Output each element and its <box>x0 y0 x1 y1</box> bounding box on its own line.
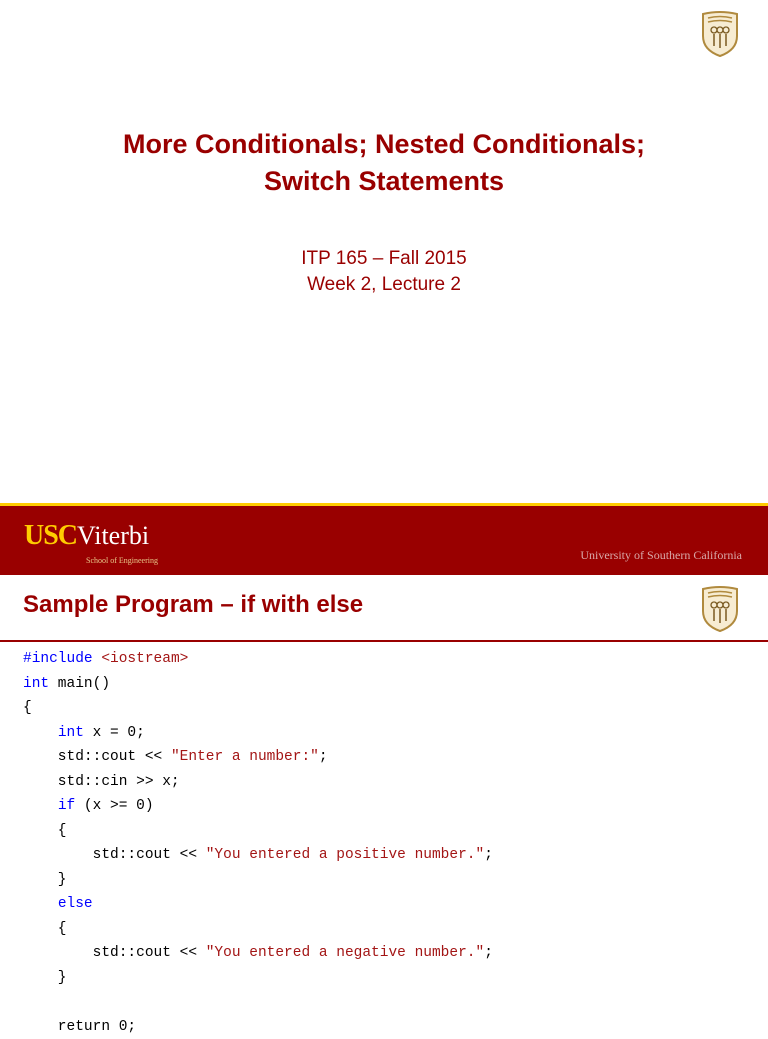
code-line <box>23 868 493 893</box>
code-token: <iostream> <box>101 651 188 667</box>
code-line <box>23 672 493 697</box>
viterbi-footer-banner <box>0 503 768 575</box>
code-token <box>23 725 58 741</box>
title-line-1: More Conditionals; Nested Conditionals; <box>0 126 768 163</box>
code-token: #include <box>23 651 101 667</box>
code-slide <box>0 575 768 1024</box>
code-token: ; <box>484 945 493 961</box>
usc-seal-icon <box>700 10 740 58</box>
code-line <box>23 770 493 795</box>
code-token: if <box>58 798 75 814</box>
code-line <box>23 819 493 844</box>
code-token: main() <box>49 676 110 692</box>
usc-seal-icon <box>700 585 740 633</box>
code-token: { <box>23 700 32 716</box>
university-label: University of Southern California <box>580 548 742 563</box>
logo-usc-text: USC <box>24 520 77 551</box>
code-token: std::cout << <box>23 847 206 863</box>
title-slide <box>0 0 768 505</box>
code-line <box>23 990 493 1015</box>
slide-subtitle <box>0 246 768 298</box>
subtitle-line-1: ITP 165 – Fall 2015 <box>0 246 768 272</box>
code-token: int <box>58 725 84 741</box>
code-token: (x >= 0) <box>75 798 153 814</box>
code-line <box>23 941 493 966</box>
code-token: "Enter a number:" <box>171 749 319 765</box>
code-line <box>23 647 493 672</box>
slide-title <box>0 126 768 200</box>
code-line <box>23 721 493 746</box>
code-token: { <box>23 921 67 937</box>
code-token: } <box>23 872 67 888</box>
code-token <box>23 896 58 912</box>
code-token: ; <box>484 847 493 863</box>
code-token: "You entered a negative number." <box>206 945 484 961</box>
code-line <box>23 1015 493 1039</box>
code-token: x = 0; <box>84 725 145 741</box>
code-token: return 0; <box>23 1019 136 1035</box>
code-listing <box>23 647 493 1039</box>
code-token: std::cout << <box>23 945 206 961</box>
code-line <box>23 794 493 819</box>
logo-viterbi-text: Viterbi <box>77 521 149 550</box>
code-line <box>23 892 493 917</box>
code-line <box>23 917 493 942</box>
code-token: "You entered a positive number." <box>206 847 484 863</box>
code-token: } <box>23 970 67 986</box>
code-token <box>23 798 58 814</box>
code-token: std::cin >> x; <box>23 774 180 790</box>
code-line <box>23 966 493 991</box>
code-line <box>23 696 493 721</box>
code-token: int <box>23 676 49 692</box>
subtitle-line-2: Week 2, Lecture 2 <box>0 272 768 298</box>
code-line <box>23 745 493 770</box>
title-line-2: Switch Statements <box>0 163 768 200</box>
code-token: { <box>23 823 67 839</box>
school-of-engineering-label: School of Engineering <box>86 556 158 565</box>
heading-divider <box>0 640 768 642</box>
code-token: ; <box>319 749 328 765</box>
slide-heading: Sample Program – if with else <box>23 591 363 619</box>
usc-viterbi-logo <box>24 520 149 552</box>
code-line <box>23 843 493 868</box>
code-token: std::cout << <box>23 749 171 765</box>
code-token: else <box>58 896 93 912</box>
